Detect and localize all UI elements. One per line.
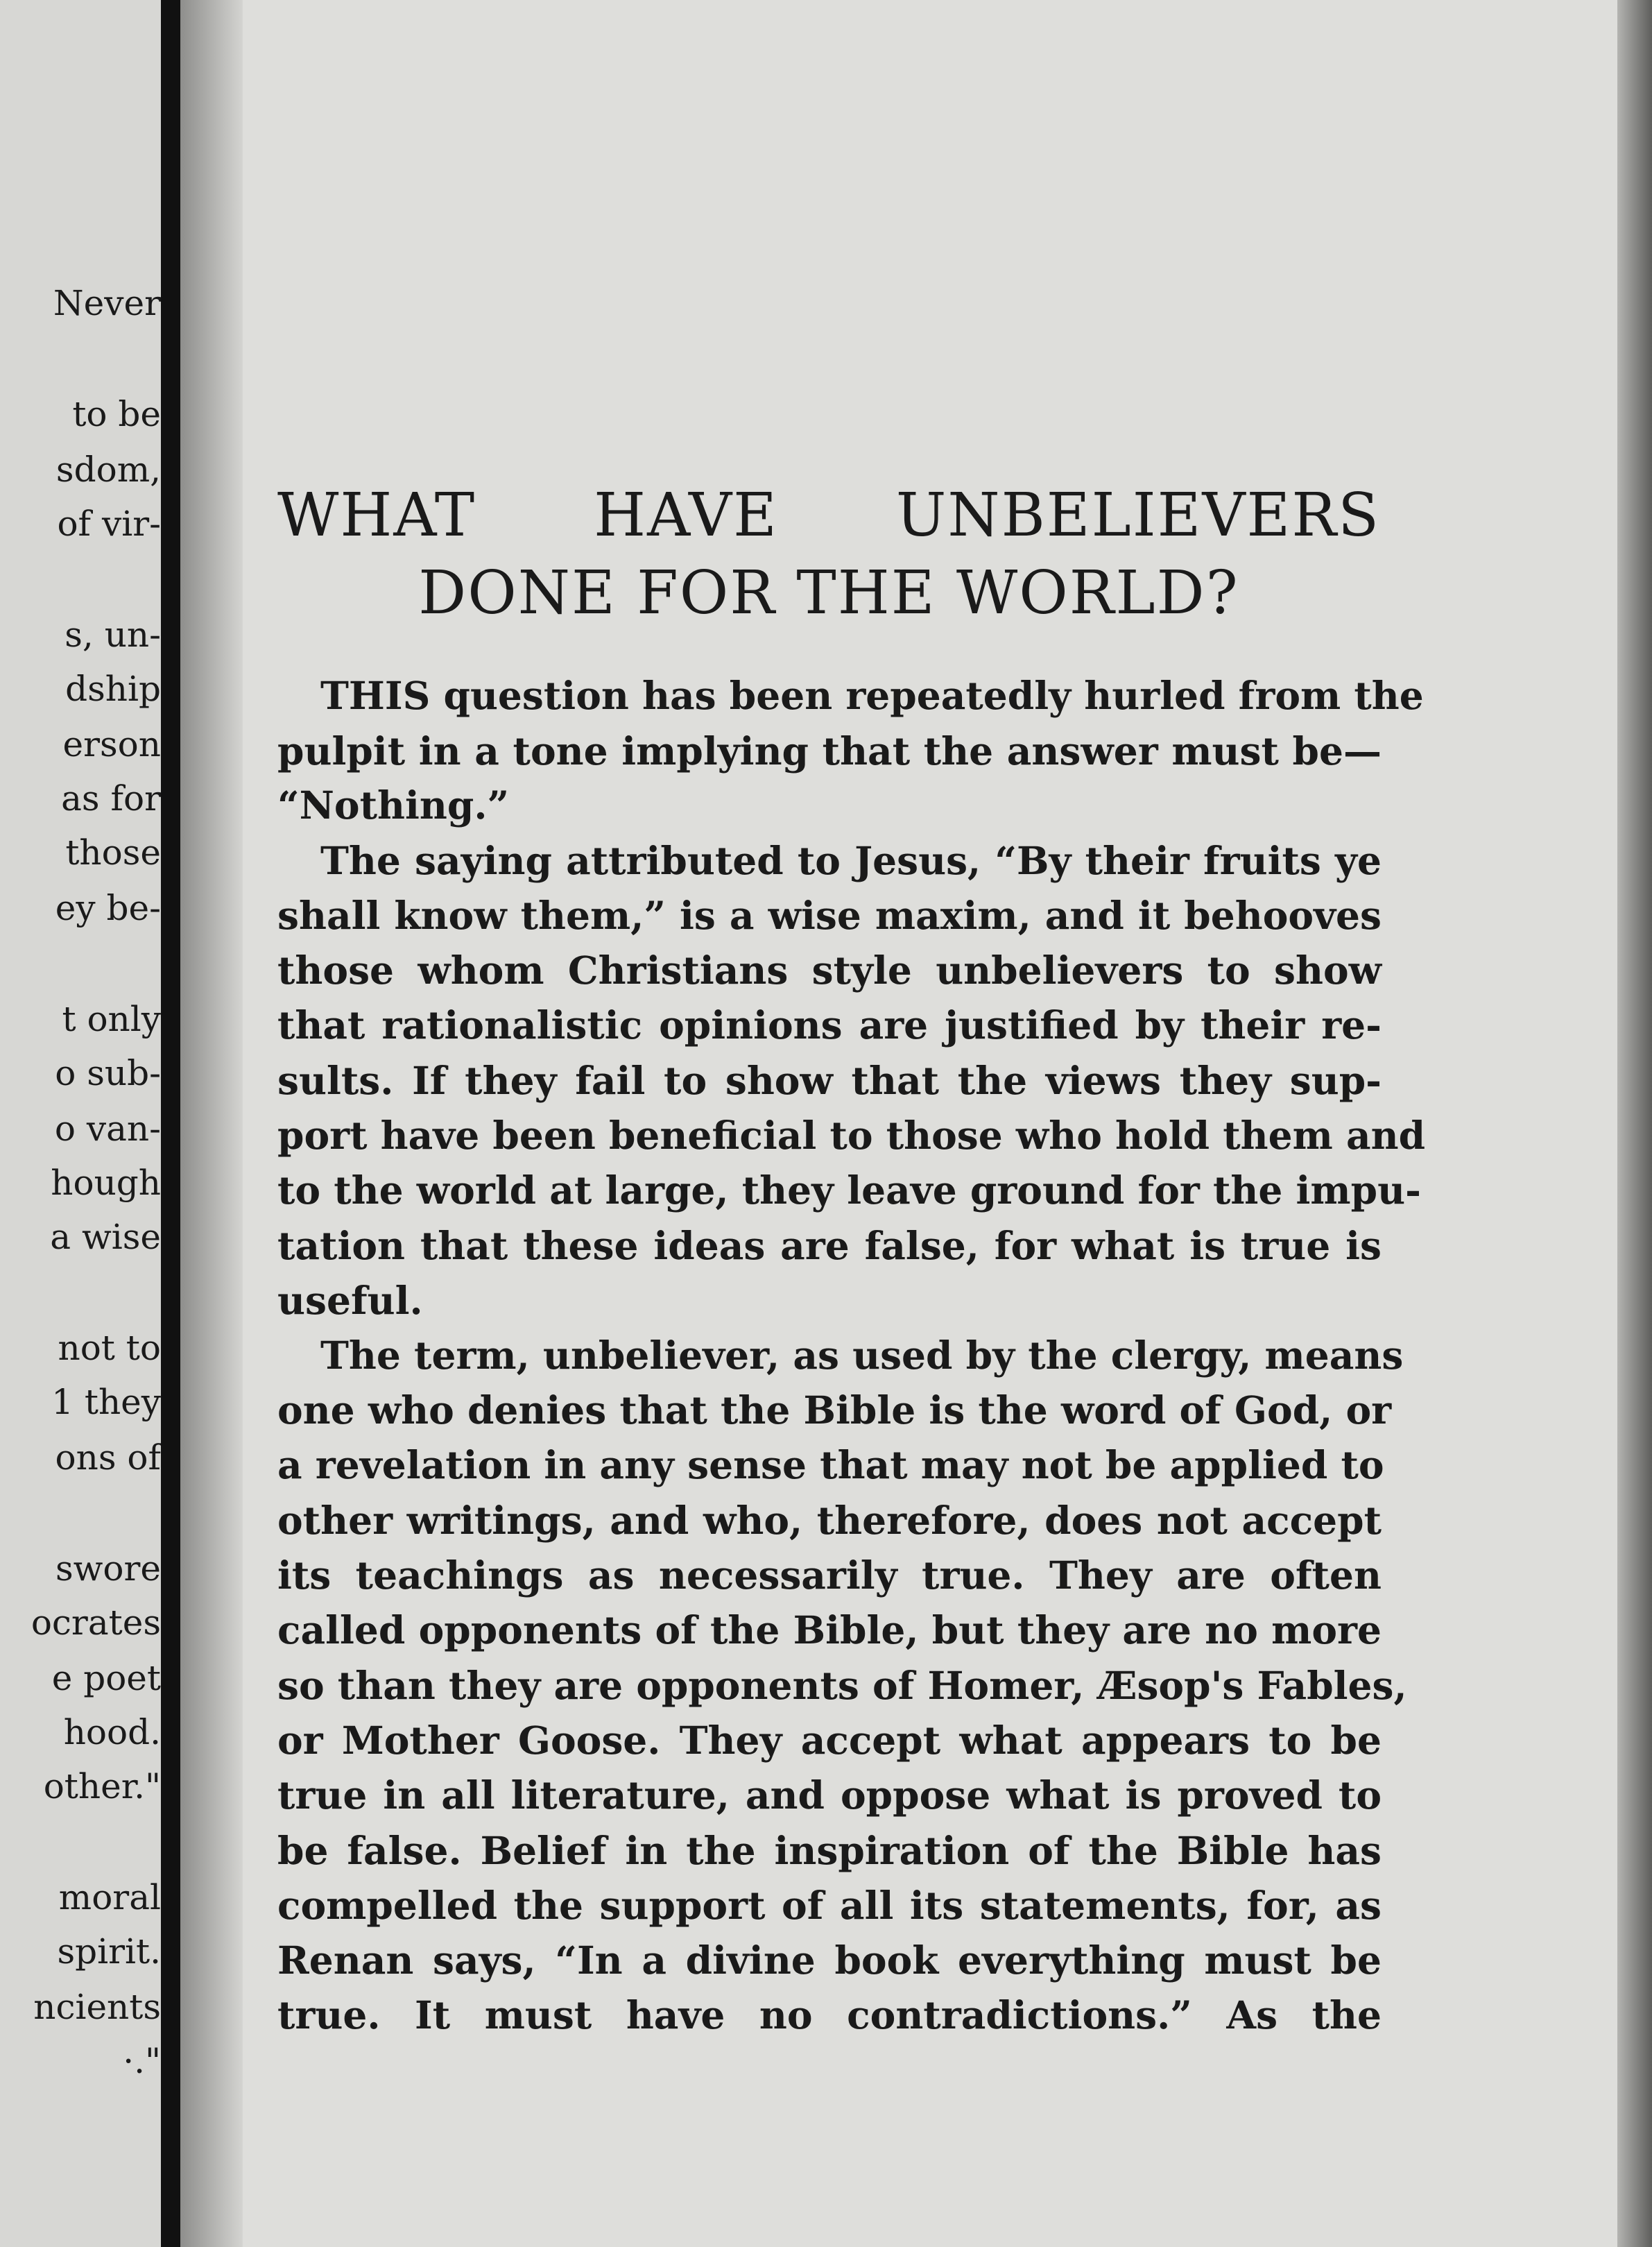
body-line: sults. If they fail to show that the views they sup-: [277, 1058, 1382, 1103]
left-page-line: other.": [43, 1766, 161, 1806]
left-page-line: as for: [61, 778, 161, 819]
left-page-line: hough: [51, 1163, 161, 1203]
body-line: that rationalistic opinions are justified by their re-: [277, 1002, 1382, 1048]
left-page-fragment: [0, 0, 173, 2247]
body-line: other writings, and who, therefore, does not accept: [277, 1498, 1382, 1543]
body-line: pulpit in a tone implying that the answer must be—: [277, 728, 1382, 774]
left-page-line: a wise: [50, 1217, 161, 1257]
body-line: those whom Christians style unbelievers to show: [277, 948, 1382, 993]
left-page-line: ons of: [55, 1437, 161, 1478]
body-line: be false. Belief in the inspiration of the Bible has: [277, 1828, 1382, 1873]
page-edge: [1617, 0, 1652, 2247]
left-page-line: ey be-: [55, 888, 161, 928]
body-line: one who denies that the Bible is the word of God, or: [277, 1387, 1392, 1433]
left-page-line: sdom,: [55, 450, 161, 490]
left-page-line: t only: [62, 999, 161, 1039]
left-page-line: 1 they: [51, 1382, 161, 1422]
left-page-line: swore: [55, 1548, 161, 1589]
body-line: true. It must have no contradictions.” As the: [277, 1992, 1382, 2037]
left-page-line: spirit.: [57, 1931, 161, 1972]
left-page-line: o van-: [54, 1109, 161, 1149]
body-line: shall know them,” is a wise maxim, and it behooves: [277, 893, 1382, 938]
left-page-line: o sub-: [55, 1053, 161, 1093]
body-line: compelled the support of all its statements, for, as: [277, 1883, 1382, 1928]
book-spine: [161, 0, 180, 2247]
left-page-line: erson: [62, 724, 161, 764]
left-page-line: Never: [53, 283, 161, 323]
body-line: THIS question has been repeatedly hurled from the: [320, 673, 1424, 718]
left-page-line: s, un-: [64, 615, 161, 655]
body-line: true in all literature, and oppose what is proved to: [277, 1772, 1382, 1818]
left-page-line: of vir-: [57, 504, 161, 544]
left-page-line: ncients: [33, 1987, 161, 2027]
left-page-line: ocrates: [31, 1603, 161, 1643]
left-page-line: moral: [58, 1877, 161, 1917]
gutter-shadow: [180, 0, 243, 2247]
body-line: tation that these ideas are false, for what is true is: [277, 1223, 1382, 1268]
body-line: “Nothing.”: [277, 783, 510, 828]
body-line: useful.: [277, 1278, 423, 1323]
article-title-line-1: WHAT HAVE UNBELIEVERS: [277, 481, 1380, 550]
left-page-line: hood.: [63, 1712, 161, 1752]
body-line: a revelation in any sense that may not be applied to: [277, 1442, 1384, 1487]
left-page-line: ·.": [123, 2041, 161, 2081]
left-page-line: to be: [72, 394, 161, 434]
body-line: called opponents of the Bible, but they are no more: [277, 1607, 1382, 1652]
body-line: port have been beneficial to those who hold them and: [277, 1113, 1426, 1158]
left-page-line: dship: [65, 669, 161, 709]
left-page-line: not to: [58, 1328, 161, 1368]
left-page-line: those: [65, 832, 161, 873]
body-line: The saying attributed to Jesus, “By their fruits ye: [320, 838, 1382, 883]
body-line: its teachings as necessarily true. They are often: [277, 1553, 1382, 1598]
body-line: to the world at large, they leave ground for the impu-: [277, 1168, 1421, 1213]
body-line: or Mother Goose. They accept what appears to be: [277, 1718, 1382, 1763]
body-line: so than they are opponents of Homer, Æsop's Fables,: [277, 1663, 1407, 1708]
left-page-line: e poet: [51, 1658, 161, 1698]
body-line: The term, unbeliever, as used by the clergy, means: [320, 1333, 1404, 1378]
article-title-line-2: DONE FOR THE WORLD?: [418, 558, 1239, 628]
body-line: Renan says, “In a divine book everything must be: [277, 1938, 1382, 1983]
